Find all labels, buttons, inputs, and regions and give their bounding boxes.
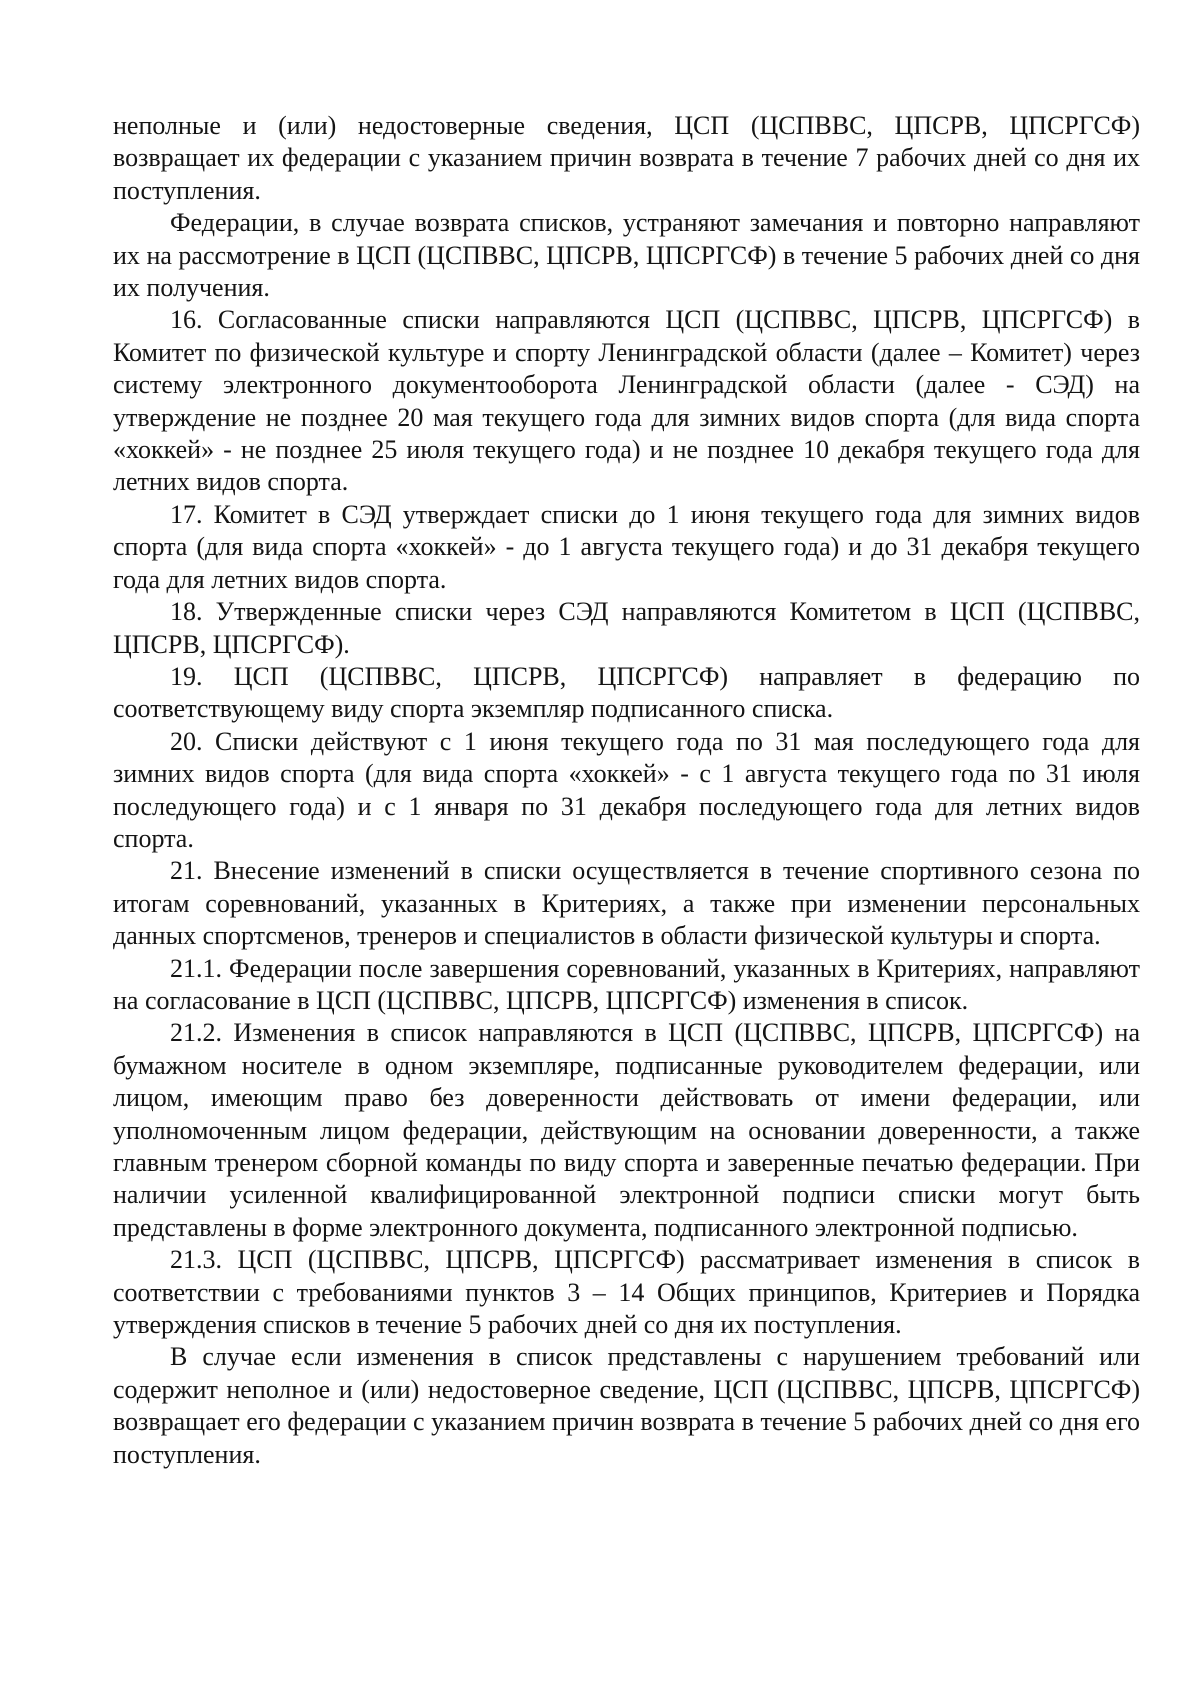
paragraph-return-changes: В случае если изменения в список представлены с нарушением требований или содержит неполное и (или) недостоверное сведение, ЦСП (ЦСПВВС, ЦПСРВ, ЦПСРГСФ) возвращает его федерации с указанием причин возврата в течение 5 рабочих дней со дня его поступления. (113, 1342, 1140, 1469)
paragraph-21-1: 21.1. Федерации после завершения соревнований, указанных в Критериях, направляют на согласование в ЦСП (ЦСПВВС, ЦПСРВ, ЦПСРГСФ) изменения в список. (113, 953, 1140, 1015)
paragraph-17: 17. Комитет в СЭД утверждает списки до 1 июня текущего года для зимних видов спорта (для вида спорта «хоккей» - до 1 августа текущего года) и до 31 декабря текущего года для летних видов спорта. (113, 499, 1140, 594)
paragraph-21-3: 21.3. ЦСП (ЦСПВВС, ЦПСРВ, ЦПСРГСФ) рассматривает изменения в список в соответствии с требованиями пунктов 3 – 14 Общих принципов, Критериев и Порядка утверждения списков в течение 5 рабочих дней со дня их поступления. (113, 1245, 1140, 1340)
paragraph-continuation: неполные и (или) недостоверные сведения, ЦСП (ЦСПВВС, ЦПСРВ, ЦПСРГСФ) возвращает их федерации с указанием причин возврата в течение 7 рабочих дней со дня их поступления. (113, 111, 1140, 205)
paragraph-20: 20. Списки действуют с 1 июня текущего года по 31 мая последующего года для зимних видов спорта (для вида спорта «хоккей» - с 1 августа текущего года по 31 июля последующего года) и с 1 января по 31 декабря последующего года для летних видов спорта. (113, 726, 1140, 853)
paragraph-return-remarks: Федерации, в случае возврата списков, устраняют замечания и повторно направляют их на рассмотрение в ЦСП (ЦСПВВС, ЦПСРВ, ЦПСРГСФ) в течение 5 рабочих дней со дня их получения. (113, 208, 1140, 303)
paragraph-19: 19. ЦСП (ЦСПВВС, ЦПСРВ, ЦПСРГСФ) направляет в федерацию по соответствующему виду спорта экземпляр подписанного списка. (113, 661, 1140, 724)
document-body (113, 110, 1140, 1471)
paragraph-21-2: 21.2. Изменения в список направляются в ЦСП (ЦСПВВС, ЦПСРВ, ЦПСРГСФ) на бумажном носителе в одном экземпляре, подписанные руководителем федерации, или лицом, имеющим право без доверенности действовать от имени федерации, или уполномоченным лицом федерации, действующим на основании доверенности, а также главным тренером сборной команды по виду спорта и заверенные печатью федерации. При наличии усиленной квалифицированной электронной подписи списки могут быть представлены в форме электронного документа, подписанного электронной подписью. (113, 1018, 1140, 1242)
paragraph-16: 16. Согласованные списки направляются ЦСП (ЦСПВВС, ЦПСРВ, ЦПСРГСФ) в Комитет по физической культуре и спорту Ленинградской области (далее – Комитет) через систему электронного документооборота Ленинградской области (далее - СЭД) на утверждение не позднее 20 мая текущего года для зимних видов спорта (для вида спорта «хоккей» - не позднее 25 июля текущего года) и не позднее 10 декабря текущего года для летних видов спорта. (113, 305, 1140, 497)
paragraph-21: 21. Внесение изменений в списки осуществляется в течение спортивного сезона по итогам соревнований, указанных в Критериях, а также при изменении персональных данных спортсменов, тренеров и специалистов в области физической культуры и спорта. (113, 856, 1140, 951)
paragraph-18: 18. Утвержденные списки через СЭД направляются Комитетом в ЦСП (ЦСПВВС, ЦПСРВ, ЦПСРГСФ). (113, 597, 1140, 659)
